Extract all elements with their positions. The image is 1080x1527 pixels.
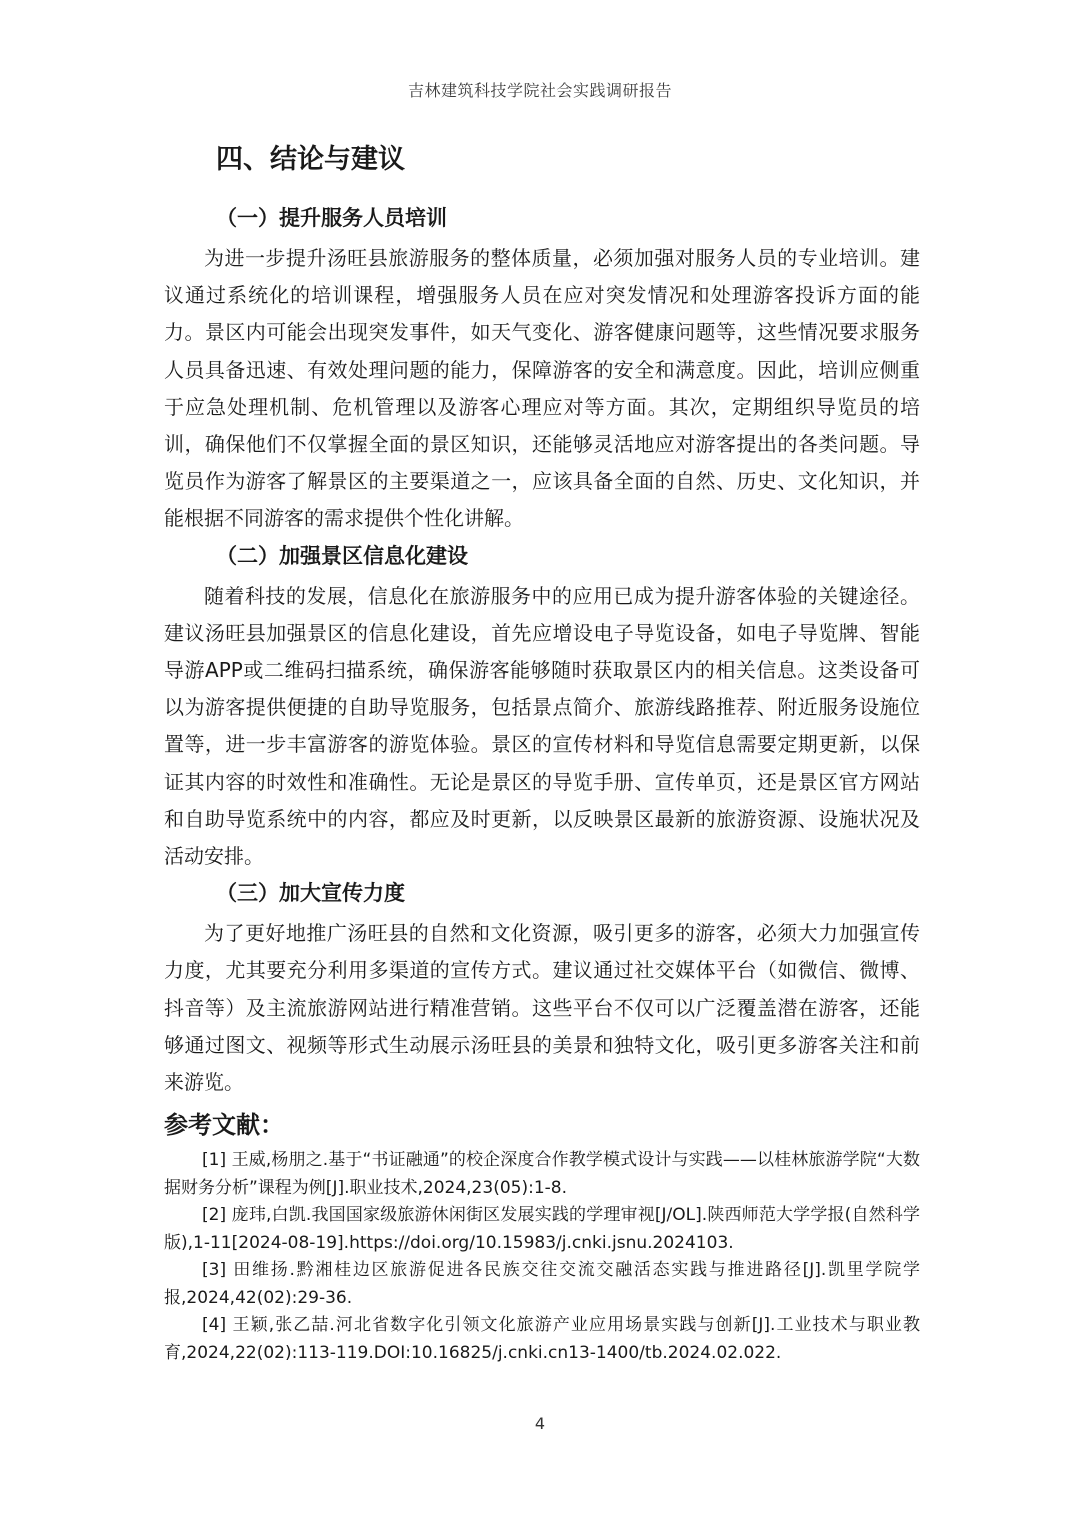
- body-paragraph: 为进一步提升汤旺县旅游服务的整体质量，必须加强对服务人员的专业培训。建议通过系统化的培训课程，增强服务人员在应对突发情况和处理游客投诉方面的能力。景区内可能会出现突发事件，如天气变化、游客健康问题等，这些情况要求服务人员具备迅速、有效处理问题的能力，保障游客的安全和满意度。因此，培训应侧重于应急处理机制、危机管理以及游客心理应对等方面。其次，定期组织导览员的培训，确保他们不仅掌握全面的景区知识，还能够灵活地应对游客提出的各类问题。导览员作为游客了解景区的主要渠道之一，应该具备全面的自然、历史、文化知识，并能根据不同游客的需求提供个性化讲解。: [164, 246, 920, 531]
- body-paragraph: 为了更好地推广汤旺县的自然和文化资源，吸引更多的游客，必须大力加强宣传力度，尤其要充分利用多渠道的宣传方式。建议通过社交媒体平台（如微信、微博、抖音等）及主流旅游网站进行精准营销。这些平台不仅可以广泛覆盖潜在游客，还能够通过图文、视频等形式生动展示汤旺县的美景和独特文化，吸引更多游客关注和前来游览。: [164, 921, 920, 1095]
- subsection-title: （二）加强景区信息化建设: [216, 543, 468, 568]
- running-header: 吉林建筑科技学院社会实践调研报告: [407, 81, 672, 100]
- references-title: 参考文献：: [164, 1111, 284, 1140]
- subsection-title: （一）提升服务人员培训: [216, 206, 447, 230]
- reference-item: [4] 王颖,张乙喆.河北省数字化引领文化旅游产业应用场景实践与创新[J].工业技术与职业教育,2024,22(02):113-119.DOI:10.16825/j.cnki.cn13-1400/tb.2024.02.022.: [164, 1315, 920, 1363]
- page-number: 4: [534, 1414, 546, 1433]
- report-body: [164, 140, 920, 1367]
- reference-item: [1] 王威,杨朋之.基于“书证融通”的校企深度合作教学模式设计与实践——以桂林旅游学院“大数据财务分析”课程为例[J].职业技术,2024,23(05):1-8.: [164, 1150, 920, 1198]
- body-paragraph: 随着科技的发展，信息化在旅游服务中的应用已成为提升游客体验的关键途径。建议汤旺县加强景区的信息化建设，首先应增设电子导览设备，如电子导览牌、智能导游APP或二维码扫描系统，确保游客能够随时获取景区内的相关信息。这类设备可以为游客提供便捷的自助导览服务，包括景点简介、旅游线路推荐、附近服务设施位置等，进一步丰富游客的游览体验。景区的宣传材料和导览信息需要定期更新，以保证其内容的时效性和准确性。无论是景区的导览手册、宣传单页，还是景区官方网站和自助导览系统中的内容，都应及时更新，以反映景区最新的旅游资源、设施状况及活动安排。: [164, 583, 920, 869]
- reference-item: [3] 田维扬.黔湘桂边区旅游促进各民族交往交流交融活态实践与推进路径[J].凯里学院学报,2024,42(02):29-36.: [164, 1260, 920, 1308]
- reference-item: [2] 庞玮,白凯.我国国家级旅游休闲街区发展实践的学理审视[J/OL].陕西师范大学学报(自然科学版),1-11[2024-08-19].https://doi.org/10.15983/j.cnki.jsnu.2024103.: [164, 1205, 920, 1253]
- subsection-title: （三）加大宣传力度: [216, 881, 405, 906]
- section-title: 四、结论与建议: [216, 144, 405, 175]
